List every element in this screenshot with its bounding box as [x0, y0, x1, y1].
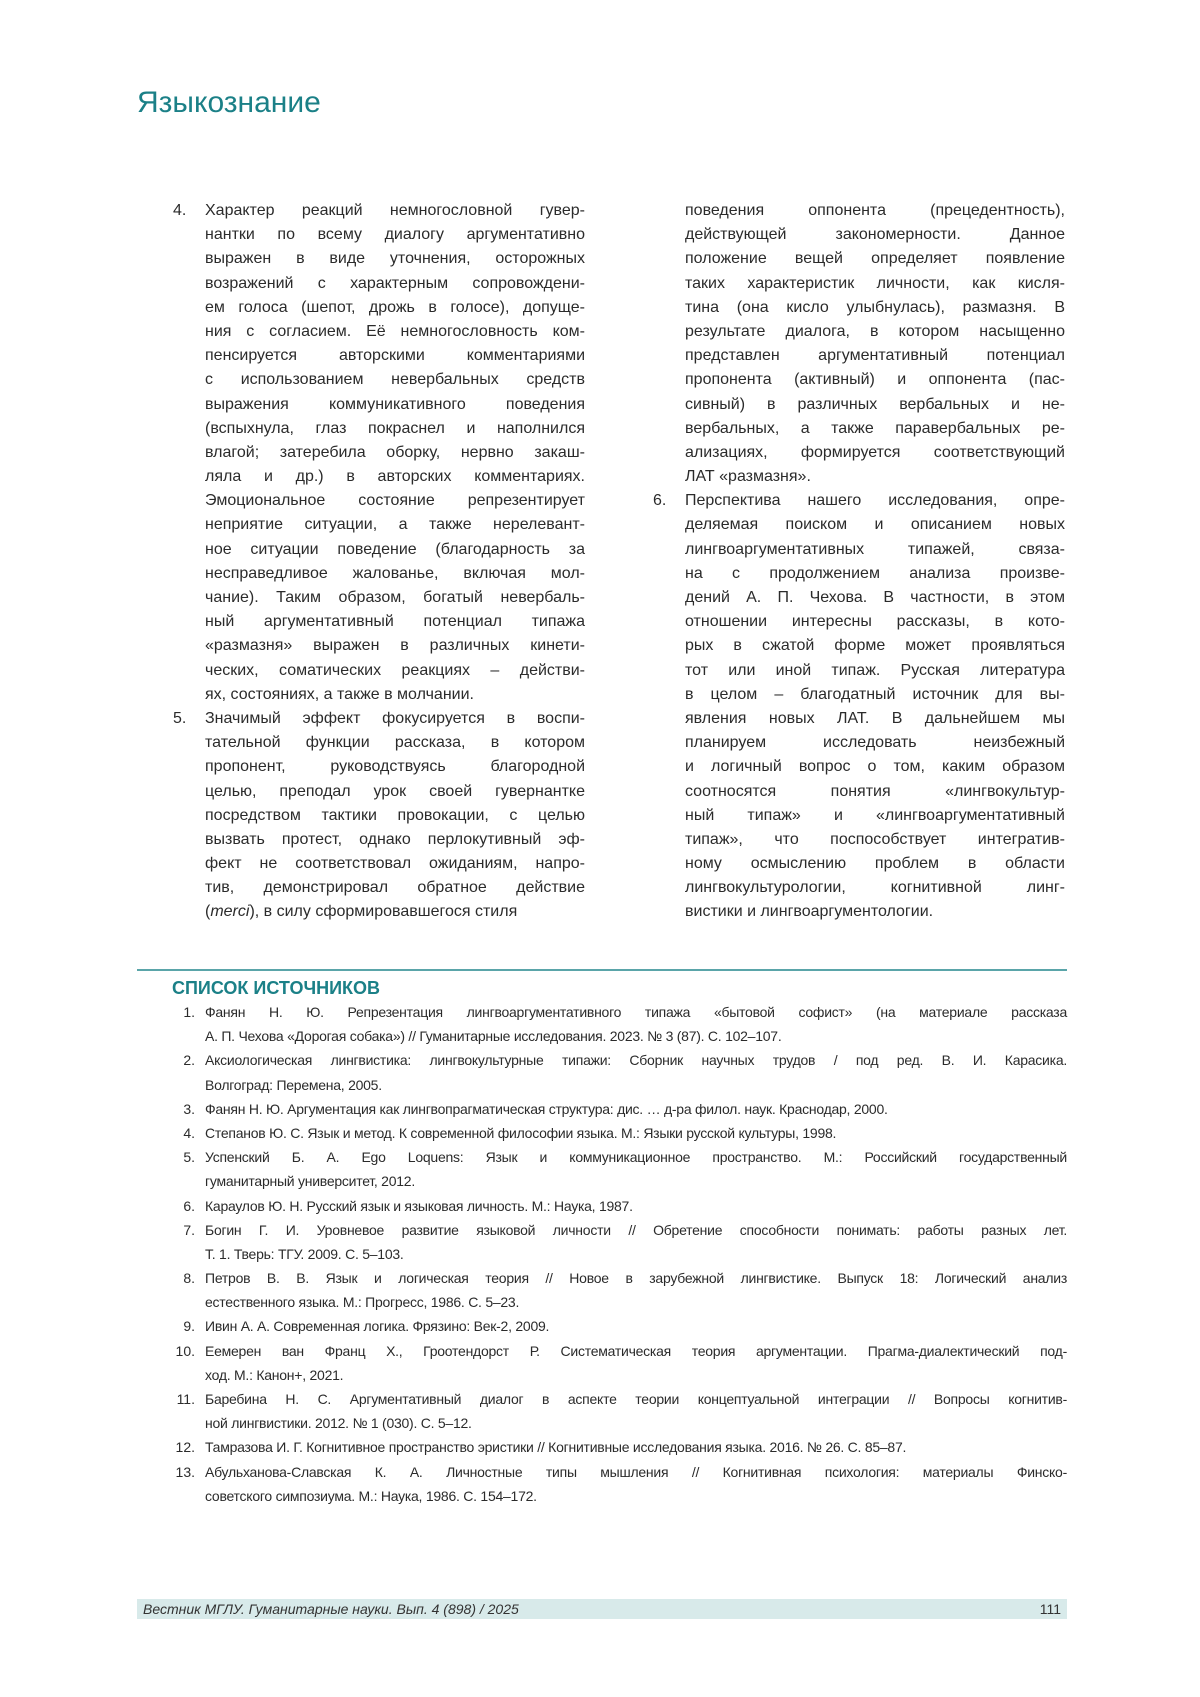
- text-line: лингвоаргументативных типажей, связа-: [685, 538, 1065, 562]
- reference-item: [137, 1387, 1067, 1435]
- text-line: Т. 1. Тверь: ТГУ. 2009. С. 5–103.: [205, 1242, 1067, 1266]
- text-line: Фанян Н. Ю. Репрезентация лингвоаргументативного типажа «бытовой софист» (на материале рассказа: [205, 1000, 1067, 1024]
- text-line: естественного языка. М.: Прогресс, 1986. С. 5–23.: [205, 1290, 1067, 1314]
- text-line: поведения оппонента (прецедентность),: [685, 199, 1065, 223]
- item-number: 2.: [137, 1048, 195, 1072]
- text-line: ляла и др.) в авторских комментариях.: [205, 465, 585, 489]
- text-line: ному осмыслению проблем в области: [685, 852, 1065, 876]
- item-number: 5.: [137, 1145, 195, 1169]
- text-line: ализациях, формируется соответствующий: [685, 441, 1065, 465]
- reference-item: [137, 1460, 1067, 1508]
- page-footer: [137, 1599, 1067, 1619]
- text-line: соотносятся понятия «лингвокультур-: [685, 780, 1065, 804]
- text-line: Абульханова-Славская К. А. Личностные типы мышления // Когнитивная психология: материалы Финско-: [205, 1460, 1067, 1484]
- text-line: действующей закономерности. Данное: [685, 223, 1065, 247]
- text-line: ход. М.: Канон+, 2021.: [205, 1363, 1067, 1387]
- text-line: таких характеристик личности, как кисля-: [685, 272, 1065, 296]
- reference-item: [137, 1218, 1067, 1266]
- reference-item: [137, 1000, 1067, 1048]
- text-line: ем голоса (шепот, дрожь в голосе), допуще-: [205, 296, 585, 320]
- text-line: Успенский Б. А. Ego Loquens: Язык и коммуникационное пространство. М.: Российский государственный: [205, 1145, 1067, 1169]
- text-line: целью, преподал урок своей гувернантке: [205, 780, 585, 804]
- text-line: (вспыхнула, глаз покраснел и наполнился: [205, 417, 585, 441]
- item-number: 1.: [137, 1000, 195, 1024]
- text-line: Волгоград: Перемена, 2005.: [205, 1073, 1067, 1097]
- text-line: выражения коммуникативного поведения: [205, 393, 585, 417]
- text-line: Баребина Н. С. Аргументативный диалог в аспекте теории концептуальной интеграции // Вопросы когнитив-: [205, 1387, 1067, 1411]
- text-line: тот или иной типаж. Русская литература: [685, 659, 1065, 683]
- text-line: посредством тактики провокации, с целью: [205, 804, 585, 828]
- text-line: гуманитарный университет, 2012.: [205, 1169, 1067, 1193]
- text-line: представлен аргументативный потенциал: [685, 344, 1065, 368]
- reference-item: [137, 1435, 1067, 1459]
- journal-title: Вестник МГЛУ. Гуманитарные науки. Вып. 4 (898) / 2025: [143, 1601, 519, 1617]
- text-line: явления новых ЛАТ. В дальнейшем мы: [685, 707, 1065, 731]
- text-line: деляемая поиском и описанием новых: [685, 513, 1065, 537]
- item-number: 4.: [173, 199, 186, 223]
- text-line: фект не соответствовал ожиданиям, напро-: [205, 852, 585, 876]
- references-list: [137, 1000, 1067, 1508]
- text-line: Аксиологическая лингвистика: лингвокультурные типажи: Сборник научных трудов / под ред. В. И. Карасика.: [205, 1048, 1067, 1072]
- text-line: Перспектива нашего исследования, опре-: [685, 489, 1065, 513]
- item-number: 10.: [137, 1339, 195, 1363]
- right-column: [635, 199, 1065, 925]
- item-number: 12.: [137, 1435, 195, 1459]
- text-line: Петров В. В. Язык и логическая теория // Новое в зарубежной лингвистике. Выпуск 18: Логический анализ: [205, 1266, 1067, 1290]
- item-number: 9.: [137, 1314, 195, 1338]
- text-line: пропонент, руководствуясь благородной: [205, 755, 585, 779]
- text-line: Ивин А. А. Современная логика. Фрязино: Век-2, 2009.: [205, 1314, 1067, 1338]
- reference-item: [137, 1194, 1067, 1218]
- text-line: ной лингвистики. 2012. № 1 (030). С. 5–12.: [205, 1411, 1067, 1435]
- text-line: пропонента (активный) и оппонента (пас-: [685, 368, 1065, 392]
- text-line: Степанов Ю. С. Язык и метод. К современной философии языка. М.: Языки русской культуры, 1998.: [205, 1121, 1067, 1145]
- text-line: ное ситуации поведение (благодарность за: [205, 538, 585, 562]
- text-line: ЛАТ «размазня».: [685, 465, 1065, 489]
- text-line: результате диалога, в котором насыщенно: [685, 320, 1065, 344]
- text-line: вистики и лингвоаргументологии.: [685, 900, 1065, 924]
- section-divider: [137, 969, 1067, 971]
- reference-item: [137, 1048, 1067, 1096]
- text-line: лингвокультурологии, когнитивной линг-: [685, 876, 1065, 900]
- text-line: чание). Таким образом, богатый невербаль-: [205, 586, 585, 610]
- text-line: вызвать протест, однако перлокутивный эф-: [205, 828, 585, 852]
- list-item: [155, 199, 585, 707]
- text-line: «размазня» выражен в различных кинети-: [205, 634, 585, 658]
- reference-item: [137, 1121, 1067, 1145]
- text-line: рых в сжатой форме может проявляться: [685, 634, 1065, 658]
- text-line: А. П. Чехова «Дорогая собака») // Гуманитарные исследования. 2023. № 3 (87). С. 102–107.: [205, 1024, 1067, 1048]
- item-number: 6.: [137, 1194, 195, 1218]
- text-line: и логичный вопрос о том, каким образом: [685, 755, 1065, 779]
- text-line: дений А. П. Чехова. В частности, в этом: [685, 586, 1065, 610]
- item-number: 4.: [137, 1121, 195, 1145]
- text-line: возражений с характерным сопровождени-: [205, 272, 585, 296]
- text-line: ческих, соматических реакциях – действи-: [205, 659, 585, 683]
- text-line: Богин Г. И. Уровневое развитие языковой личности // Обретение способности понимать: работы разных лет.: [205, 1218, 1067, 1242]
- text-line: тина (она кисло улыбнулась), размазня. В: [685, 296, 1065, 320]
- text-line: ный аргументативный потенциал типажа: [205, 610, 585, 634]
- list-item: [635, 199, 1065, 489]
- text-line: в целом – благодатный источник для вы-: [685, 683, 1065, 707]
- text-line: тательной функции рассказа, в котором: [205, 731, 585, 755]
- text-line: ях, состояниях, а также в молчании.: [205, 683, 585, 707]
- text-line: ния с согласием. Её немногословность ком-: [205, 320, 585, 344]
- list-item: [155, 707, 585, 925]
- text-line: пенсируется авторскими комментариями: [205, 344, 585, 368]
- text-line: отношении интересны рассказы, в кото-: [685, 610, 1065, 634]
- text-line: выражен в виде уточнения, осторожных: [205, 247, 585, 271]
- text-line: неприятие ситуации, а также нерелевант-: [205, 513, 585, 537]
- section-title: Языкознание: [137, 86, 321, 120]
- item-number: 13.: [137, 1460, 195, 1484]
- reference-item: [137, 1266, 1067, 1314]
- text-line: положение вещей определяет появление: [685, 247, 1065, 271]
- item-number: 3.: [137, 1097, 195, 1121]
- text-line: вербальных, а также паравербальных ре-: [685, 417, 1065, 441]
- text-line: на с продолжением анализа произве-: [685, 562, 1065, 586]
- reference-item: [137, 1314, 1067, 1338]
- text-line: советского симпозиума. М.: Наука, 1986. С. 154–172.: [205, 1484, 1067, 1508]
- page-number: 111: [1040, 1601, 1061, 1617]
- text-line: тив, демонстрировал обратное действие: [205, 876, 585, 900]
- text-line: Караулов Ю. Н. Русский язык и языковая личность. М.: Наука, 1987.: [205, 1194, 1067, 1218]
- text-line: Еемерен ван Франц Х., Гроотендорст Р. Систематическая теория аргументации. Прагма-диалектический под-: [205, 1339, 1067, 1363]
- text-line: Фанян Н. Ю. Аргументация как лингвопрагматическая структура: дис. … д-ра филол. наук. Краснодар, 2000.: [205, 1097, 1067, 1121]
- left-column: [155, 199, 585, 925]
- text-line: с использованием невербальных средств: [205, 368, 585, 392]
- reference-item: [137, 1097, 1067, 1121]
- item-number: 8.: [137, 1266, 195, 1290]
- text-line: Эмоциональное состояние репрезентирует: [205, 489, 585, 513]
- item-number: 11.: [137, 1387, 195, 1411]
- item-number: 5.: [173, 707, 186, 731]
- text-line: влагой; затеребила оборку, нервно закаш-: [205, 441, 585, 465]
- item-number: 7.: [137, 1218, 195, 1242]
- text-line: (merci), в силу сформировавшегося стиля: [205, 900, 585, 924]
- references-title: СПИСОК ИСТОЧНИКОВ: [172, 978, 380, 999]
- text-line: ный типаж» и «лингвоаргументативный: [685, 804, 1065, 828]
- text-line: нантки по всему диалогу аргументативно: [205, 223, 585, 247]
- reference-item: [137, 1145, 1067, 1193]
- list-item: [635, 489, 1065, 924]
- text-line: Тамразова И. Г. Когнитивное пространство эристики // Когнитивные исследования языка. 2016. № 26. С. 85–87.: [205, 1435, 1067, 1459]
- text-line: планируем исследовать неизбежный: [685, 731, 1065, 755]
- text-line: Характер реакций немногословной гувер-: [205, 199, 585, 223]
- text-line: сивный) в различных вербальных и не-: [685, 393, 1065, 417]
- item-number: 6.: [653, 489, 666, 513]
- text-line: типаж», что поспособствует интегратив-: [685, 828, 1065, 852]
- text-line: Значимый эффект фокусируется в воспи-: [205, 707, 585, 731]
- reference-item: [137, 1339, 1067, 1387]
- text-line: несправедливое жалованье, включая мол-: [205, 562, 585, 586]
